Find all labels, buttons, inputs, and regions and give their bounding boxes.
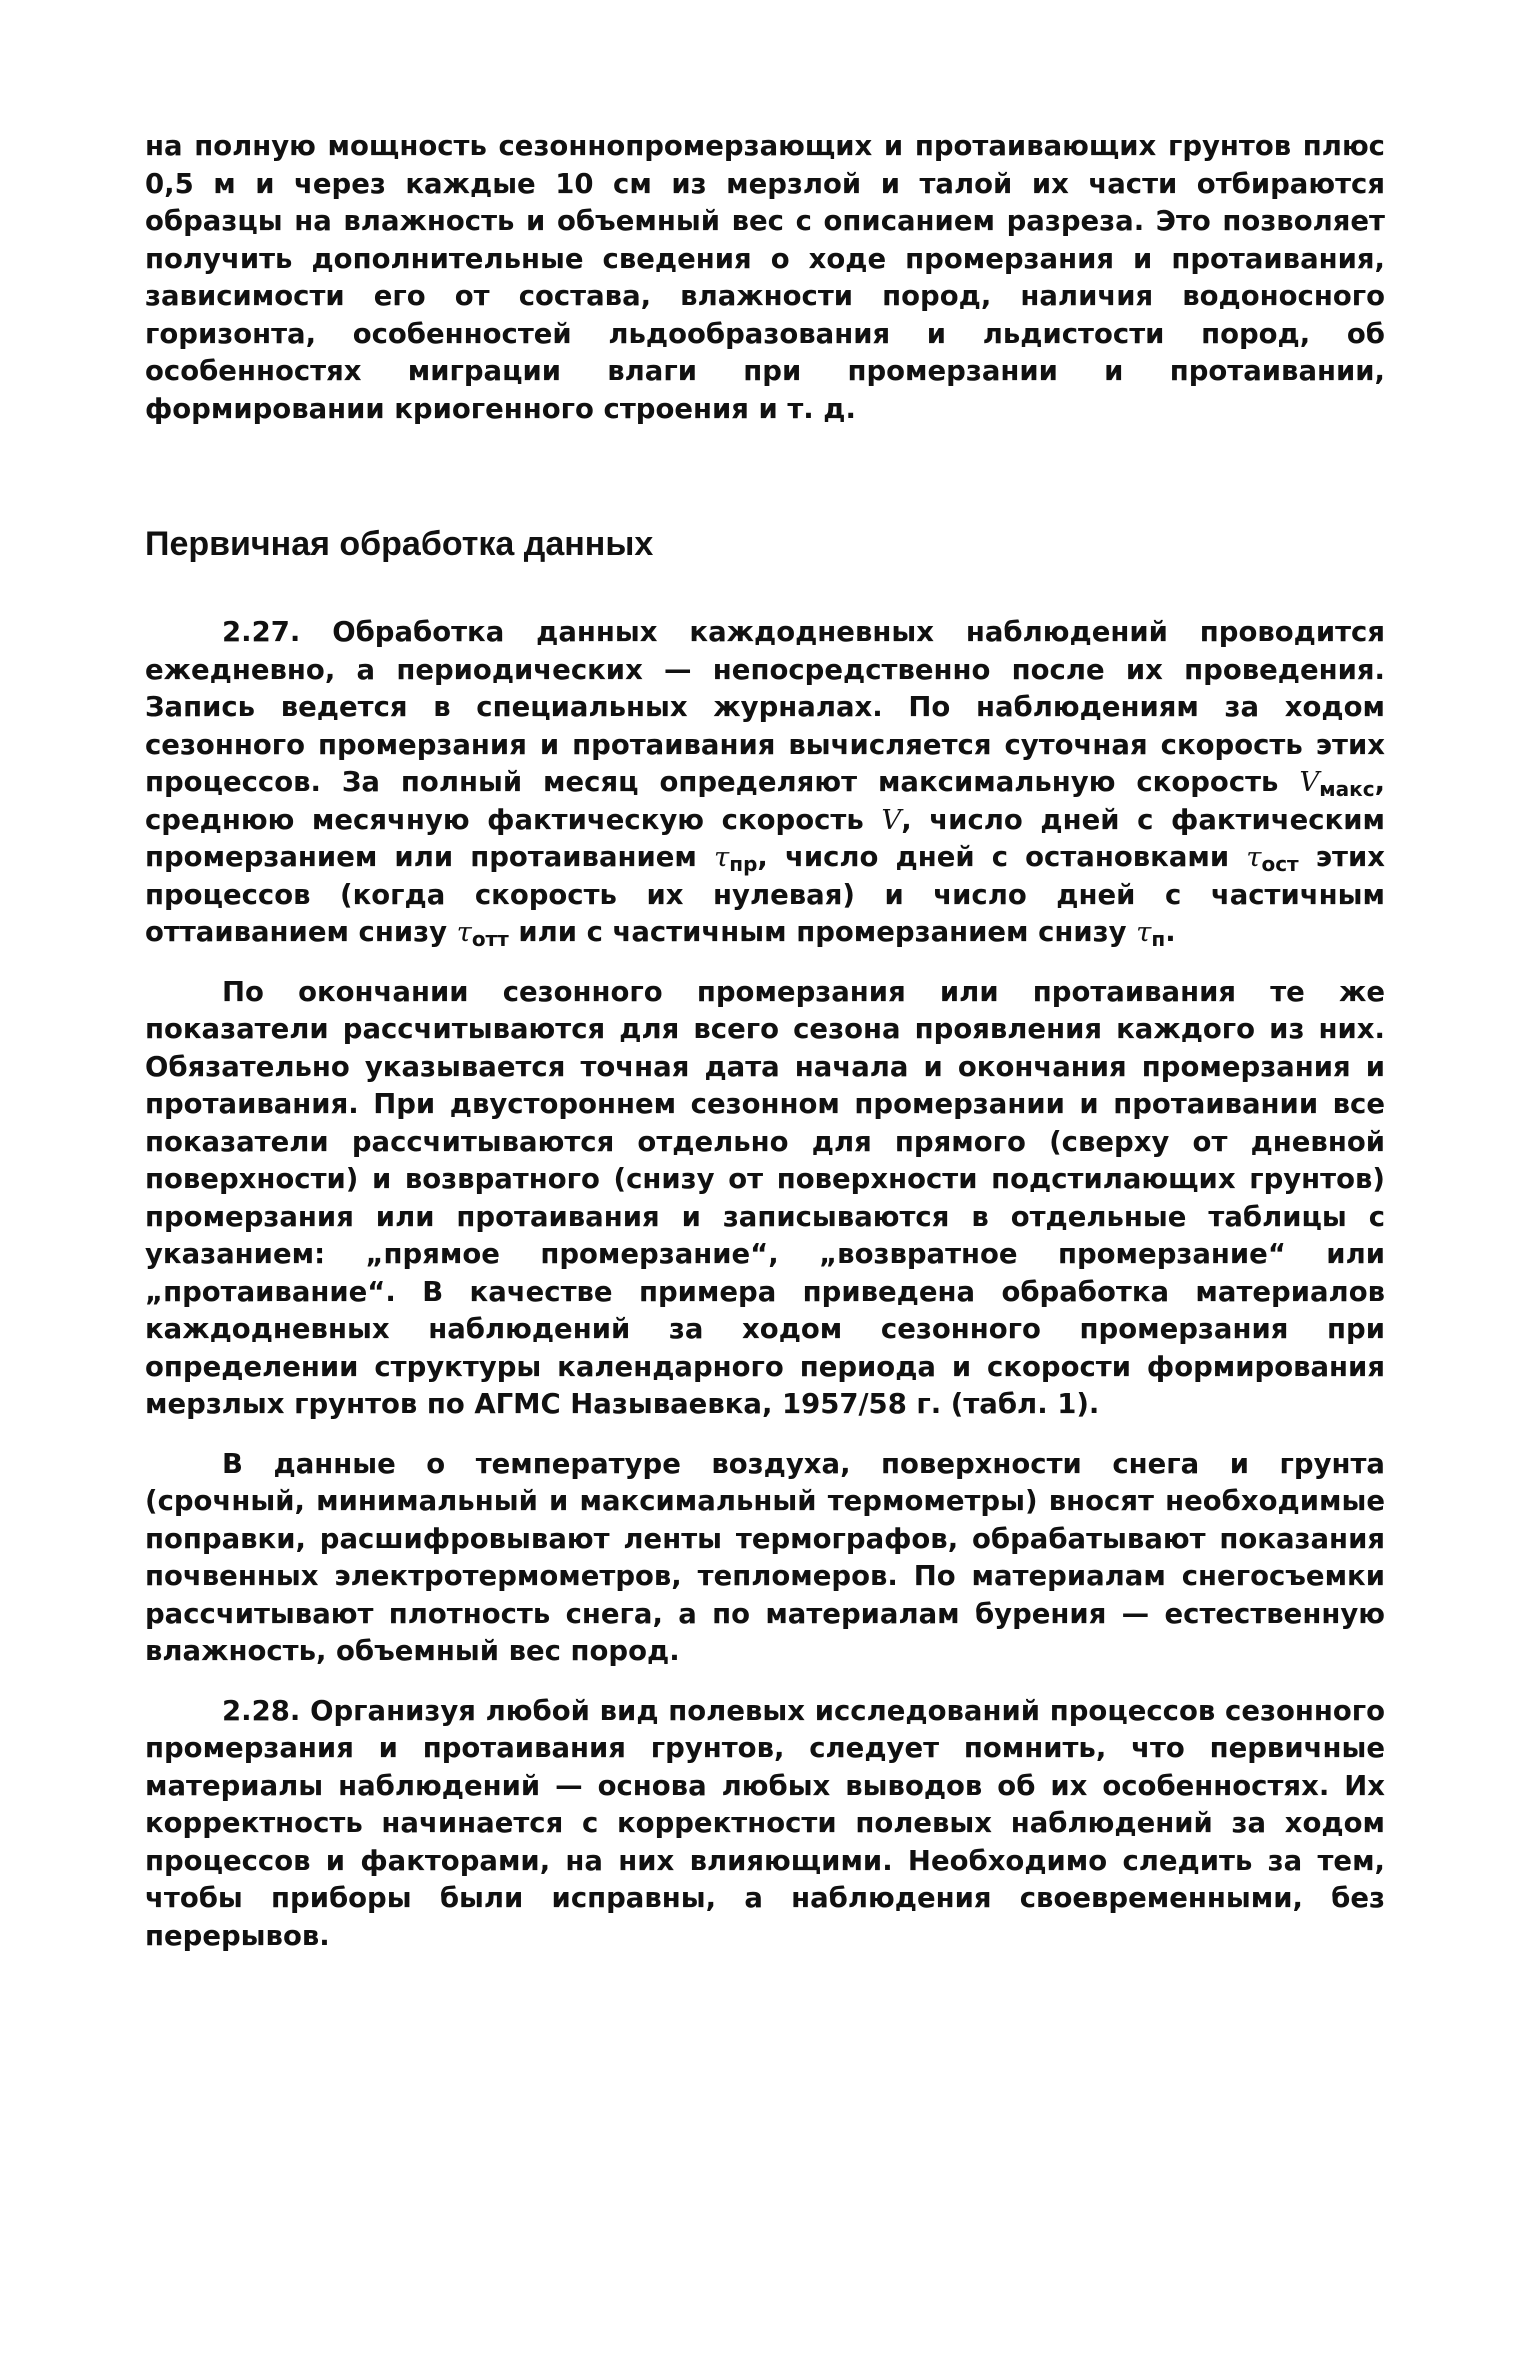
season-paragraph: По окончании сезонного промерзания или протаивания те же показатели рассчитываются для всего сезона проявления каждого из них. Обязательно указывается точная дата начала и окончания промерзания и протаивания. При двустороннем сезонном промерзании и протаивании все показатели рассчитываются отдельно для прямого (сверху от дневной поверхности) и возвратного (снизу от поверхности подстилающих грунтов) промерзания или протаивания и записываются в отдельные таблицы с указанием: „прямое промерзание“, „возвратное промерзание“ или „протаивание“. В качестве примера приведена обработка материалов каждодневных наблюдений за ходом сезонного промерзания при определении структуры календарного периода и скорости формирования мерзлых грунтов по АГМС Называевка, 1957/58 г. (табл. 1).	[145, 975, 1385, 1420]
paragraph-text: , число дней с остановками	[757, 841, 1230, 873]
paragraph-2-27	[145, 614, 1385, 952]
paragraph-text: .	[1165, 916, 1176, 948]
section-heading: Первичная обработка данных	[145, 525, 654, 563]
subscript-max: макс	[1319, 777, 1375, 801]
paragraph-number: 2.27.	[222, 616, 301, 648]
paragraph-text: или с частичным промерзанием снизу	[518, 916, 1127, 948]
paragraph-text: этих процессов (когда скорость их нулевая) и число дней с частичным оттаиванием снизу	[145, 841, 1385, 948]
paragraph-text: Организуя любой вид полевых исследований процессов сезонного промерзания и протаивания грунтов, следует помнить, что первичные материалы наблюдений — основа любых выводов об их особенностях. Их корректность начинается с корректности полевых наблюдений за ходом процессов и факторами, на них влияющими. Необходимо следить за тем, чтобы приборы были исправны, а наблюдения своевременными, без перерывов.	[145, 1694, 1385, 1952]
paragraph-text: Обработка данных каждодневных наблюдений проводится ежедневно, а периодических — непосредственно после их проведения. Запись ведется в специальных журналах. По наблюдениям за ходом сезонного промерзания и протаивания вычисляется суточная скорость этих процессов. За полный месяц определяют максимальную скорость	[145, 616, 1386, 798]
symbol-tau-ost: τ	[1246, 841, 1262, 873]
document-page	[145, 128, 1385, 1955]
subscript-pr: пр	[729, 852, 758, 876]
subscript-ott: отт	[471, 927, 509, 951]
temperature-paragraph: В данные о температуре воздуха, поверхности снега и грунта (срочный, минимальный и максимальный термометры) вносят необходимые поправки, расшифровывают ленты термографов, обрабатывают показания почвенных электротермометров, тепломеров. По материалам снегосъемки рассчитывают плотность снега, а по материалам бурения — естественную влажность, объемный вес пород.	[145, 1447, 1385, 1667]
symbol-tau-p: τ	[1136, 916, 1152, 948]
subscript-ost: ост	[1261, 852, 1299, 876]
symbol-tau-pr: τ	[714, 841, 730, 873]
continuation-paragraph: на полную мощность сезоннопромерзающих и протаивающих грунтов плюс 0,5 м и через каждые 10 см из мерзлой и талой их части отбираются образцы на влажность и объемный вес с описанием разреза. Это позволяет получить дополнительные сведения о ходе промерзания и протаивания, зависимости его от состава, влажности пород, наличия водоносного горизонта, особенностей льдообразования и льдистости пород, об особенностях миграции влаги при промерзании и протаивании, формировании криогенного строения и т. д.	[145, 130, 1385, 425]
subscript-p: п	[1151, 927, 1166, 951]
paragraph-text: , число дней с фактическим промерзанием или протаиванием	[145, 803, 1386, 873]
symbol-tau-ott: τ	[456, 916, 472, 948]
paragraph-number: 2.28.	[222, 1694, 301, 1727]
symbol-v-max: V	[1299, 766, 1320, 798]
paragraph-text: , среднюю месячную фактическую скорость	[145, 766, 1386, 836]
paragraph-2-28	[145, 1693, 1385, 1956]
symbol-v: V	[881, 803, 902, 836]
